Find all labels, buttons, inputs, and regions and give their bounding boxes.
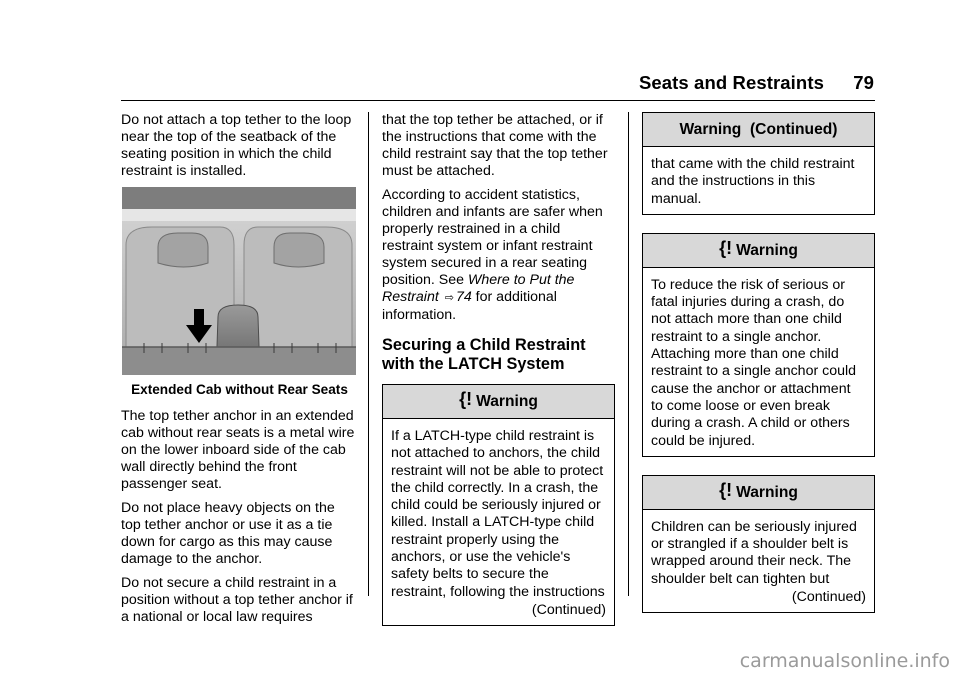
paragraph-text: According to accident statistics, children and infants are safer when properly restrained in a child restraint system or infant restraint system secured in a rear seating position. See bbox=[382, 187, 603, 288]
warning-icon: {! bbox=[719, 237, 733, 258]
header-rule bbox=[121, 100, 875, 101]
continued-label: (Continued) bbox=[531, 601, 606, 618]
page-reference-icon: ⇨ bbox=[444, 292, 454, 304]
reference-page-number[interactable]: 74 bbox=[455, 289, 472, 305]
warning-text: To reduce the risk of serious or fatal injuries during a crash, do not attach more than one child restraint to a single anchor. Attaching more than one child restraint to a single anchor could cause the anchor or attachment to come loose or even break during a crash. A child or others could be injured. bbox=[651, 276, 857, 449]
cross-reference-link[interactable]: Where to Put the Restraint bbox=[382, 272, 575, 305]
paragraph: Do not attach a top tether to the loop near the top of the seatback of the seating position in which the child restraint is installed. bbox=[121, 112, 352, 179]
section-heading: Securing a Child Restraint with the LATCH System bbox=[382, 336, 586, 373]
section-name: Seats and Restraints bbox=[638, 72, 824, 93]
watermark: carmanualsonline.info bbox=[739, 650, 950, 672]
extended-cab-figure bbox=[122, 187, 356, 375]
warning-body bbox=[643, 510, 874, 612]
warning-header bbox=[643, 476, 874, 510]
warning-header bbox=[383, 385, 614, 419]
warning-title: Warning bbox=[476, 393, 538, 410]
column-3 bbox=[642, 112, 875, 631]
column-divider-2 bbox=[628, 112, 629, 596]
warning-icon: {! bbox=[719, 479, 733, 500]
warning-body bbox=[383, 419, 614, 625]
column-1 bbox=[121, 112, 358, 633]
paragraph: Do not secure a child restraint in a position without a top tether anchor if a national or local law requires bbox=[121, 575, 353, 625]
cab-seatback-illustration bbox=[122, 187, 356, 375]
warning-title: Warning bbox=[736, 241, 798, 259]
page-number: 79 bbox=[853, 72, 874, 93]
warning-text: Children can be seriously injured or strangled if a shoulder belt is wrapped around their neck. The shoulder belt can tighten but bbox=[651, 518, 857, 587]
warning-text: If a LATCH-type child restraint is not attached to anchors, the child restraint will not be able to protect the child correctly. In a crash, the child could be seriously injured or killed. Install a LATCH-type child restraint properly using the anchors, or use the vehicle's safety belts to secure the restraint, following the instructions bbox=[391, 428, 605, 600]
column-divider-1 bbox=[368, 112, 369, 596]
warning-box-shoulder-belt bbox=[642, 475, 875, 613]
warning-title: Warning bbox=[736, 483, 798, 501]
column-2 bbox=[382, 112, 615, 644]
warning-box-single-anchor bbox=[642, 233, 875, 457]
paragraph: The top tether anchor in an extended cab without rear seats is a metal wire on the lower inboard side of the cab wall directly behind the front passenger seat. bbox=[121, 408, 355, 492]
warning-box-continued bbox=[642, 112, 875, 215]
warning-header bbox=[643, 234, 874, 268]
warning-body bbox=[643, 268, 874, 456]
paragraph: that the top tether be attached, or if the instructions that come with the child restraint say that the top tether must be attached. bbox=[382, 112, 608, 179]
paragraph-text: for additional information. bbox=[382, 289, 557, 323]
warning-icon: {! bbox=[459, 389, 473, 409]
warning-header bbox=[643, 113, 874, 147]
paragraph: Do not place heavy objects on the top tether anchor or use it as a tie down for cargo as this may cause damage to the anchor. bbox=[121, 500, 335, 567]
warning-body bbox=[643, 147, 874, 214]
warning-text: that came with the child restraint and the instructions in this manual. bbox=[651, 156, 855, 207]
page-header bbox=[639, 72, 874, 94]
figure-caption: Extended Cab without Rear Seats bbox=[131, 382, 348, 397]
paragraph-with-reference bbox=[382, 187, 615, 324]
warning-box-latch bbox=[382, 384, 615, 626]
continued-label: (Continued) bbox=[791, 589, 866, 606]
warning-title: Warning (Continued) bbox=[679, 121, 838, 138]
